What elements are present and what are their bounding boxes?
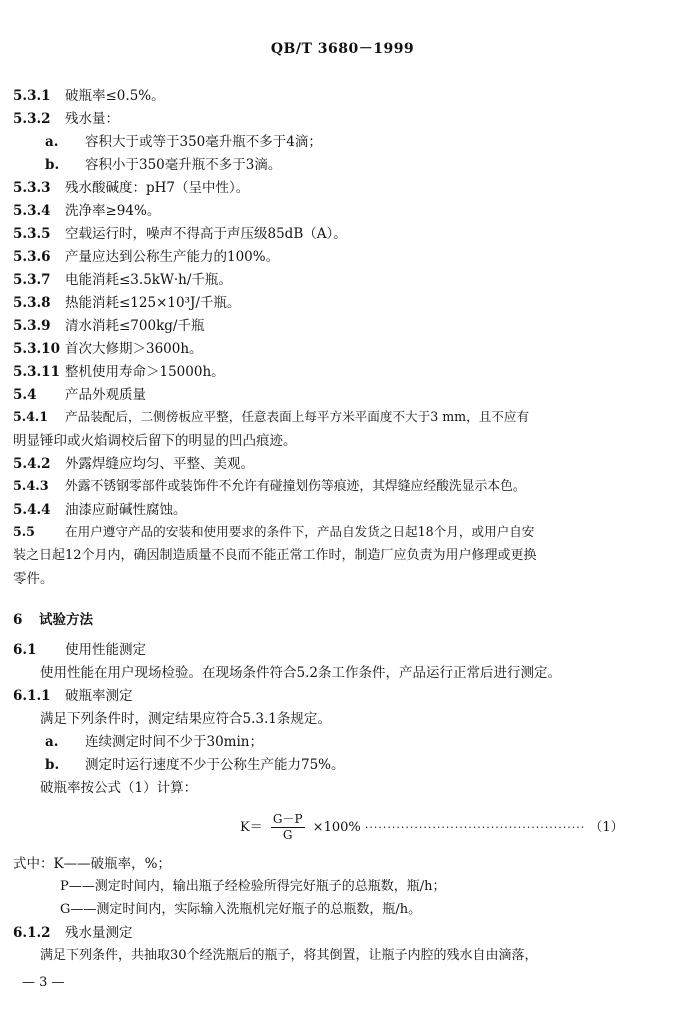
- clause-5-4: 5.4 产品外观质量: [13, 387, 146, 403]
- list-item: b. 容积小于350毫升瓶不多于3滴。: [45, 157, 282, 173]
- clause-5-3-9: 5.3.9 清水消耗≤700kg/千瓶: [13, 318, 205, 334]
- paragraph: 满足下列条件，共抽取30个经洗瓶后的瓶子，将其倒置，让瓶子内腔的残水自由滴落，: [40, 948, 538, 963]
- formula-legend: G——测定时间内，实际输入洗瓶机完好瓶子的总瓶数，瓶/h。: [60, 902, 422, 917]
- standard-header: QB/T 3680－1999: [270, 41, 415, 57]
- clause-5-3-5: 5.3.5 空载运行时，噪声不得高于声压级85dB（A）。: [13, 226, 347, 242]
- formula-numerator: G－P: [272, 812, 303, 826]
- paragraph: 使用性能在用户现场检验。在现场条件符合5.2条工作条件，产品运行正常后进行测定。: [40, 665, 561, 681]
- clause-5-3-2: 5.3.2 残水量：: [13, 111, 119, 127]
- clause-5-3-10: 5.3.10 首次大修期＞3600h。: [13, 341, 203, 357]
- list-item: b. 测定时运行速度不少于公称生产能力75%。: [45, 757, 345, 773]
- clause-5-3-8: 5.3.8 热能消耗≤125×10³J/千瓶。: [13, 295, 241, 311]
- formula-1: [240, 812, 624, 843]
- clause-5-3-6: 5.3.6 产量应达到公称生产能力的100%。: [13, 249, 280, 265]
- paragraph: 满足下列条件时，测定结果应符合5.3.1条规定。: [40, 711, 331, 727]
- clause-6-1-2: 6.1.2 残水量测定: [13, 925, 133, 941]
- clause-5-4-1: 5.4.1 产品装配后，二侧傍板应平整，任意表面上每平方米平面度不大于3 mm，且不应有: [13, 409, 530, 424]
- clause-6-1: 6.1 使用性能测定: [13, 642, 146, 658]
- clause-5-4-4: 5.4.4 油漆应耐碱性腐蚀。: [13, 502, 187, 518]
- clause-continuation: 装之日起12个月内，确因制造质量不良而不能正常工作时，制造厂应负责为用户修理或更换: [13, 548, 537, 563]
- formula-lhs: K＝: [240, 820, 263, 835]
- list-item: a. 容积大于或等于350毫升瓶不多于4滴；: [45, 134, 322, 150]
- paragraph: 破瓶率按公式（1）计算：: [40, 780, 198, 796]
- clause-5-3-4: 5.3.4 洗净率≥94%。: [13, 203, 161, 219]
- clause-continuation: 明显锤印或火焰调校后留下的明显的凹凸痕迹。: [13, 433, 297, 449]
- formula-legend: 式中：K——破瓶率，%；: [13, 856, 171, 872]
- clause-5-3-11: 5.3.11 整机使用寿命＞15000h。: [13, 364, 225, 380]
- formula-legend: P——测定时间内，输出瓶子经检验所得完好瓶子的总瓶数，瓶/h；: [60, 879, 446, 894]
- clause-5-5: 5.5 在用户遵守产品的安装和使用要求的条件下，产品自发货之日起18个月，或用户自安: [13, 524, 535, 539]
- formula-label: （1）: [589, 820, 624, 835]
- clause-5-3-1: 5.3.1 破瓶率≤0.5%。: [13, 88, 165, 104]
- clause-5-4-2: 5.4.2 外露焊缝应均匀、平整、美观。: [13, 456, 254, 472]
- formula-leader-dots: ·················································: [364, 821, 586, 834]
- formula-fraction: [271, 812, 305, 843]
- formula-denominator: G: [282, 828, 293, 842]
- formula-rhs: ×100%: [312, 820, 361, 835]
- page-number: — 3 —: [22, 975, 65, 990]
- clause-continuation: 零件。: [13, 571, 54, 587]
- section-6-title: 6 试验方法: [13, 612, 93, 628]
- clause-6-1-1: 6.1.1 破瓶率测定: [13, 688, 133, 704]
- clause-5-4-3: 5.4.3 外露不锈钢零部件或装饰件不允许有碰撞划伤等痕迹，其焊缝应经酸洗显示本色。: [13, 479, 526, 494]
- list-item: a. 连续测定时间不少于30min；: [45, 734, 263, 750]
- clause-5-3-7: 5.3.7 电能消耗≤3.5kW·h/千瓶。: [13, 272, 232, 288]
- clause-5-3-3: 5.3.3 残水酸碱度：pH7（呈中性）。: [13, 180, 250, 196]
